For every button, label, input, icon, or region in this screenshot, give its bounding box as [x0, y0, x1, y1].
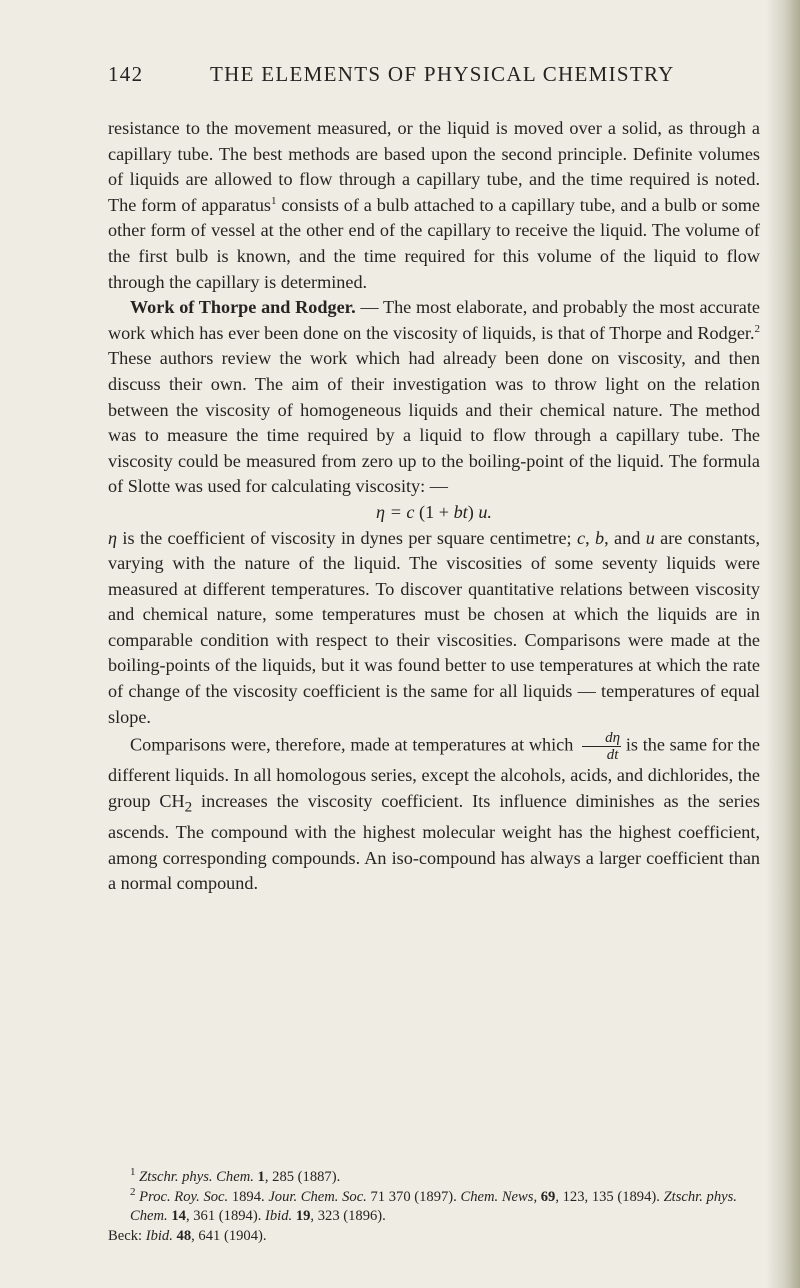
body-text: [108, 116, 760, 897]
symbol-c: c: [576, 527, 586, 548]
paragraph-comparisons: [108, 730, 760, 897]
text-run: is the same for the different liquids. In all homologous series, except the alcohols, acids, and dichlorides, the group CH: [108, 734, 760, 811]
running-title: THE ELEMENTS OF PHYSICAL CHEMISTRY: [210, 62, 675, 86]
text-run: increases the viscosity coefficient. Its influence diminishes as the series ascends. The compound with the highest molecular weight has the highest coefficient, among corresponding compounds. An iso-compound has always a larger coefficient than a normal compound.: [108, 790, 760, 894]
footnotes: [108, 1168, 760, 1246]
running-header: [108, 62, 738, 87]
paragraph-thorpe-rodger: [108, 295, 760, 500]
text-run: 1894.: [228, 1188, 269, 1205]
footnote-mark: 2: [130, 1185, 136, 1198]
text-run: , 641 (1904).: [191, 1227, 267, 1244]
journal-name: Chem. News: [460, 1188, 534, 1205]
symbol-b: b: [595, 527, 605, 548]
page-edge-shadow: [766, 0, 800, 1288]
formula-part: bt: [453, 501, 468, 522]
formula-part: ): [467, 501, 479, 522]
text-run: , 361 (1894).: [185, 1208, 265, 1225]
text-run: , 123, 135 (1894).: [555, 1188, 664, 1205]
text-run: Beck:: [108, 1227, 146, 1244]
text-run: are constants, varying with the nature of the liquid. The viscosities of some seventy liquids were measured at different temperatures. To discover quantitative relations between viscosity and chemical nature, some temperatures must be chosen at which the liquids are in comparable condition with respect to their viscosities. Comparisons were made at the boiling-points of the liquids, but it was found better to use temperatures at which the rate of change of the viscosity coefficient is the same for all liquids — temperatures of equal slope.: [108, 527, 760, 727]
text-run: 71 370 (1897).: [366, 1188, 461, 1205]
fraction-numerator: dη: [582, 730, 621, 747]
text-run: , 323 (1896).: [310, 1208, 386, 1225]
subscript: 2: [184, 798, 193, 816]
journal-name: Jour. Chem. Soc.: [268, 1188, 367, 1205]
symbol-u: u: [645, 527, 655, 548]
section-heading: Work of Thorpe and Rodger.: [130, 297, 356, 318]
journal-name: Ibid.: [145, 1227, 173, 1244]
volume: 19: [295, 1208, 311, 1225]
text-run: — The most elaborate, and probably the most accurate work which has ever been done on the viscosity of liquids, is that of Thorpe and Rodger.: [108, 297, 761, 343]
footnote-ref-2: 2: [754, 322, 760, 335]
text-run: , and: [604, 527, 646, 548]
volume: 14: [171, 1208, 186, 1225]
page-number: 142: [108, 62, 144, 86]
text-run: resistance to the movement measured, or the liquid is moved over a solid, as through a capillary tube. The best methods are based upon the second principle. Definite volumes of liquids are allowed to flow through a capillary tube, and the time required is noted. The form of apparatus: [108, 118, 760, 215]
slotte-formula: [108, 500, 760, 526]
paragraph-definitions: [108, 526, 760, 731]
journal-name: Ztschr. phys. Chem.: [139, 1169, 254, 1185]
volume: 69: [540, 1188, 556, 1205]
text-run: These authors review the work which had already been done on viscosity, and then discuss their own. The aim of their investigation was to throw light on the relation between the viscosity of homogeneous liquids and their chemical nature. The method was to measure the time required by a liquid to flow through a capillary tube. The viscosity could be measured from zero up to the boiling-point of the liquid. The formula of Slotte was used for calculating viscosity: —: [108, 348, 760, 497]
footnote-ref-1: 1: [271, 194, 277, 207]
fraction-denominator: dt: [606, 747, 619, 764]
journal-name: Proc. Roy. Soc.: [139, 1188, 229, 1205]
text-run: ,: [533, 1188, 541, 1205]
volume: 48: [176, 1227, 192, 1244]
formula-part: (1 +: [414, 501, 454, 522]
derivative-fraction: [582, 730, 621, 763]
footnote-3: [108, 1227, 760, 1247]
footnote-1: [108, 1168, 760, 1188]
symbol-eta: η: [108, 527, 118, 548]
volume: 1: [257, 1169, 265, 1185]
text-run: is the coefficient of viscosity in dynes per square centimetre;: [117, 527, 577, 548]
text-run: , 285 (1887).: [264, 1169, 341, 1185]
journal-name: Ztschr. phys. Chem.: [130, 1188, 737, 1225]
journal-name: Ibid.: [265, 1208, 293, 1225]
paragraph-apparatus: [108, 116, 760, 295]
formula-part: u.: [478, 501, 492, 522]
text-run: consists of a bulb attached to a capillary tube, and a bulb or some other form of vessel at the other end of the capillary to receive the liquid. The volume of the first bulb is known, and the time required for this volume of the liquid to flow through the capillary is determined.: [108, 194, 761, 292]
formula-part: η = c: [376, 501, 415, 522]
footnote-mark: 1: [130, 1166, 136, 1179]
text-run: Comparisons were, therefore, made at temperatures at which: [130, 734, 579, 755]
footnote-2: [108, 1185, 760, 1227]
text-run: ,: [585, 527, 595, 548]
